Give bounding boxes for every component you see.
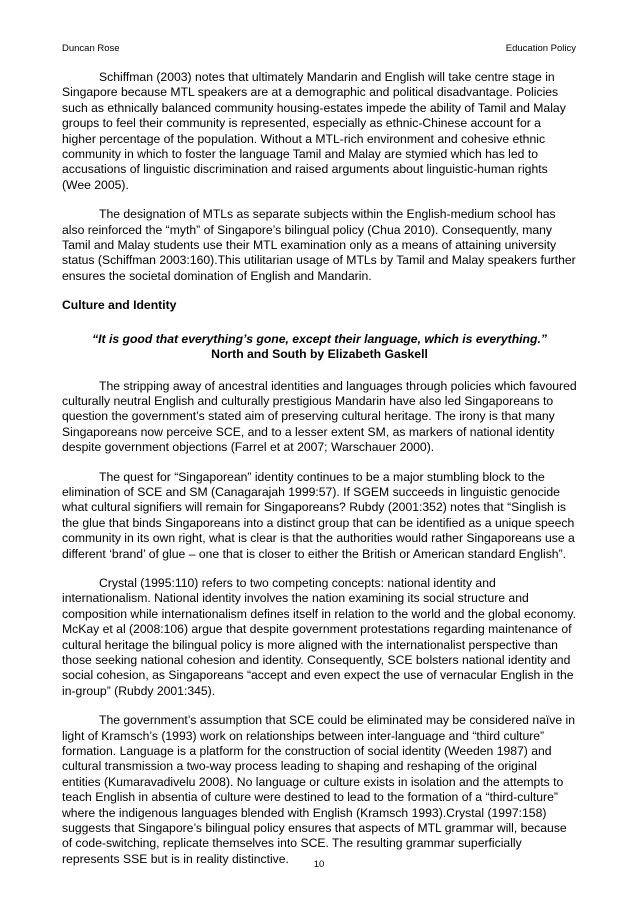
paragraph-mtl-designation: The designation of MTLs as separate subjects within the English-medium school has also reinforced the “myth” of Singapore’s bilingual policy (Chua 2010). Consequently, many Tamil and Malay students use their MTL examination only as a means of attaining university status (Schiffman 2003:160).This utilitarian usage of MTLs by Tamil and Malay speakers further ensures the societal domination of English and Mandarin. — [62, 207, 576, 283]
document-body — [62, 70, 577, 881]
page-number: 10 — [313, 859, 325, 870]
paragraph-schiffman: Schiffman (2003) notes that ultimately Mandarin and English will take centre stage in Singapore because MTL speakers are at a demographic and political disadvantage. Policies such as ethnically balanced community housing-estates impede the ability of Tamil and Malay groups to feel their community is represented, especially as ethnic-Chinese account for a higher percentage of the population. Without a MTL-rich environment and cohesive ethnic community in which to foster the language Tamil and Malay are stymied which has led to accusations of linguistic discrimination and raised arguments about linguistic-human rights (Wee 2005). — [62, 70, 566, 192]
header-author: Duncan Rose — [62, 43, 120, 54]
paragraph-government: The government’s assumption that SCE could be eliminated may be considered naïve in light of Kramsch’s (1993) work on relationships between inter-language and “third culture” formation. Language is a platform for the construction of social identity (Weeden 1987) and cultural transmission a two-way process leading to shaping and reshaping of the original entities (Kumaravadivelu 2008). No language or culture exists in isolation and the attempts to teach English in absentia of culture were destined to lead to the formation of a “third-culture” where the indigenous languages blended with English (Kramsch 1993).Crystal (1997:158) suggests that Singapore’s bilingual policy ensures that aspects of MTL grammar will, because of code-switching, replicate themselves into SCE. The resulting grammar superficially represents SSE but is in reality distinctive. — [62, 713, 576, 866]
running-header — [62, 42, 576, 56]
paragraph-stripping: The stripping away of ancestral identities and languages through policies which favoured culturally neutral English and culturally prestigious Mandarin have also led Singaporeans to question the government’s stated aim of preserving cultural heritage. The irony is that many Singaporeans now perceive SCE, and to a lesser extent SM, as markers of national identity despite government objections (Farrel et at 2007; Warschauer 2000). — [62, 378, 577, 455]
paragraph-crystal: Crystal (1995:110) refers to two competing concepts: national identity and internationalism. National identity involves the nation examining its social structure and composition while internationalism defines itself in relation to the world and the global economy. McKay et al (2008:106) argue that despite government protestations regarding maintenance of cultural heritage the bilingual policy is more aligned with the internationalist perspective than those seeking national cohesion and identity. Consequently, SCE bolsters national identity and social cohesion, as Singaporeans “accept and even expect the use of vernacular English in the in-group” (Rubdy 2001:345). — [62, 575, 576, 698]
header-subject: Education Policy — [505, 43, 576, 54]
epigraph — [62, 332, 577, 363]
section-heading: Culture and Identity — [62, 298, 177, 313]
epigraph-attribution: North and South by Elizabeth Gaskell — [211, 347, 428, 362]
paragraph-quest: The quest for “Singaporean” identity continues to be a major stumbling block to the elimination of SCE and SM (Canagarajah 1999:57). If SGEM succeeds in linguistic genocide what cultural signifiers will remain for Singaporeans? Rubdy (2001:352) notes that “Singlish is the glue that binds Singaporeans into a distinct group that can be identified as a unique speech community in its own right, what is clear is that the authorities would rather Singaporeans use a different ‘brand’ of glue – one that is closer to either the British or American standard English”. — [62, 469, 575, 561]
epigraph-quote: “It is good that everything’s gone, except their language, which is everything.” — [92, 331, 547, 346]
